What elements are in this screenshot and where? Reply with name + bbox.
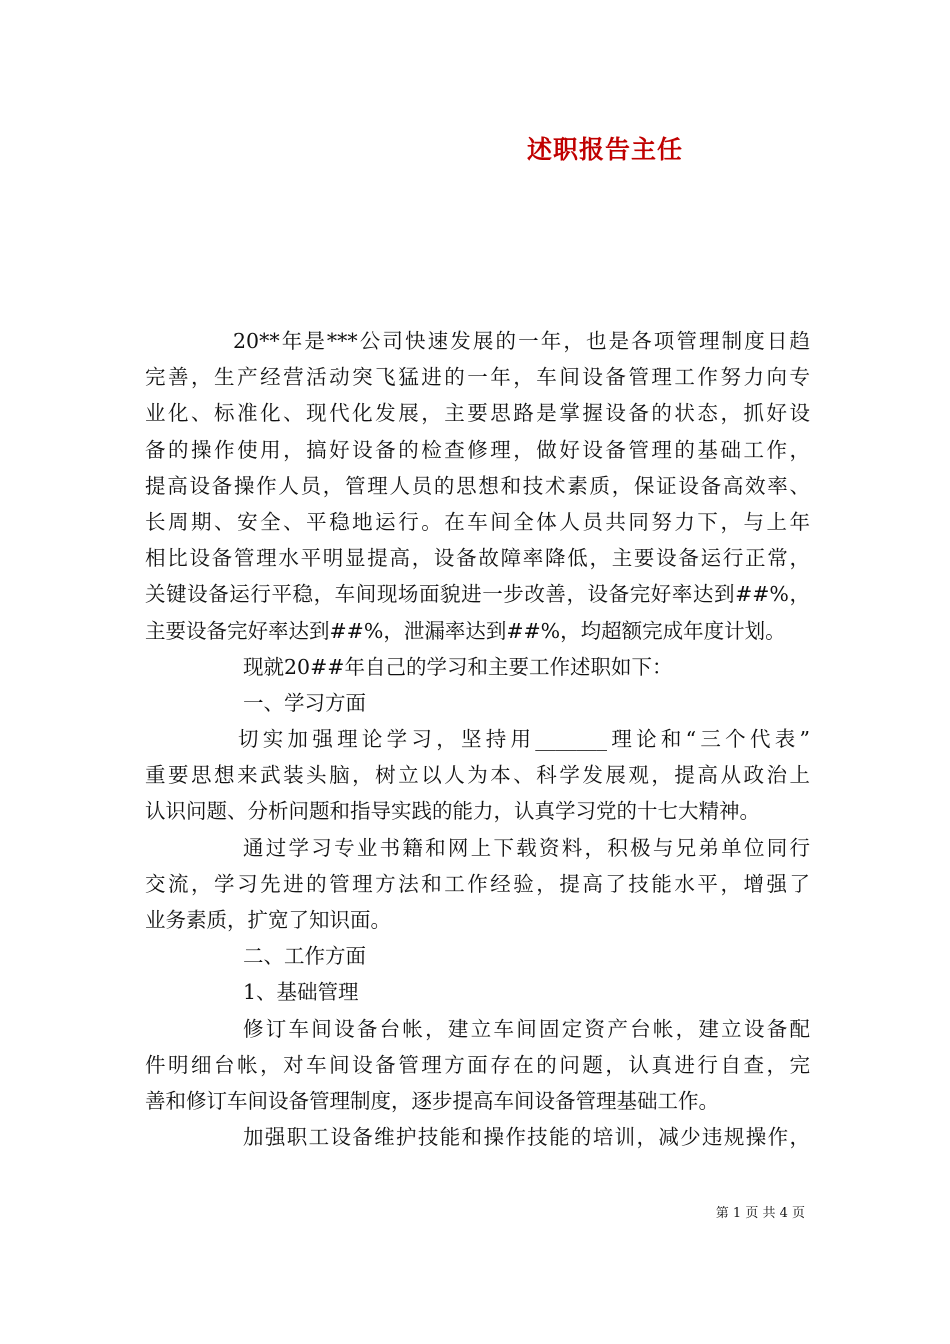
- body-line: 现就20##年自己的学习和主要工作述职如下：: [243, 654, 673, 679]
- document-title: 述职报告主任: [526, 135, 683, 164]
- section-heading: 一、学习方面: [243, 690, 366, 715]
- body-line: 完善，生产经营活动突飞猛进的一年，车间设备管理工作努力向专: [145, 365, 810, 390]
- body-line: 重要思想来武装头脑，树立以人为本、科学发展观，提高从政治上: [145, 763, 810, 788]
- body-line: 20**年是***公司快速发展的一年，也是各项管理制度日趋: [233, 329, 810, 353]
- body-line: 加强职工设备维护技能和操作技能的培训，减少违规操作，: [243, 1125, 810, 1150]
- body-line: 提高设备操作人员，管理人员的思想和技术素质，保证设备高效率、: [145, 473, 810, 498]
- section-heading: 二、工作方面: [243, 944, 366, 969]
- body-line: 关键设备运行平稳，车间现场面貌进一步改善，设备完好率达到##%，: [145, 582, 810, 607]
- body-line: 相比设备管理水平明显提高，设备故障率降低，主要设备运行正常，: [145, 546, 810, 571]
- body-line: 件明细台帐，对车间设备管理方面存在的问题，认真进行自查，完: [145, 1052, 810, 1077]
- body-line: 备的操作使用，搞好设备的检查修理，做好设备管理的基础工作，: [145, 437, 810, 462]
- body-line: 通过学习专业书籍和网上下载资料，积极与兄弟单位同行: [243, 835, 810, 860]
- subsection-heading: 1、基础管理: [243, 980, 359, 1005]
- body-line: 切实加强理论学习，坚持用_______理论和“三个代表”: [238, 727, 810, 752]
- body-line: 主要设备完好率达到##%，泄漏率达到##%，均超额完成年度计划。: [145, 618, 786, 643]
- body-line: 业务素质，扩宽了知识面。: [145, 908, 391, 932]
- body-line: 善和修订车间设备管理制度，逐步提高车间设备管理基础工作。: [145, 1088, 719, 1113]
- body-line: 长周期、安全、平稳地运行。在车间全体人员共同努力下，与上年: [145, 509, 810, 534]
- body-line: 业化、标准化、现代化发展，主要思路是掌握设备的状态，抓好设: [145, 401, 810, 426]
- document-body: [145, 323, 810, 1155]
- body-line: 交流，学习先进的管理方法和工作经验，提高了技能水平，增强了: [145, 871, 810, 896]
- body-line: 修订车间设备台帐，建立车间固定资产台帐，建立设备配: [243, 1016, 810, 1041]
- body-line: 认识问题、分析问题和指导实践的能力，认真学习党的十七大精神。: [145, 799, 760, 824]
- page-number-footer: 第 1 页 共 4 页: [715, 1206, 805, 1221]
